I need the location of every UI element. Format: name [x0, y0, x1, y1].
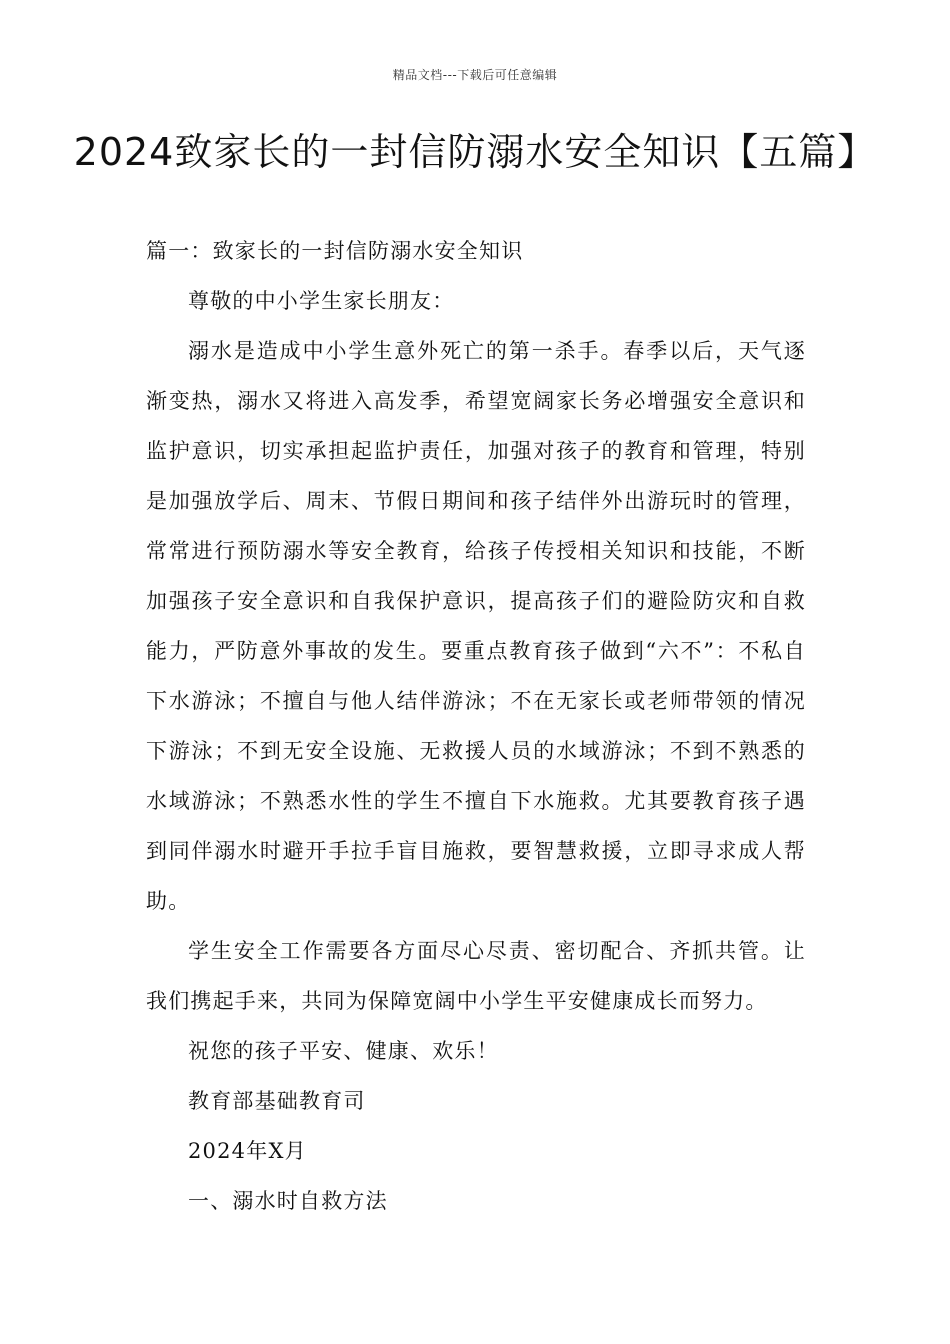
document-body — [146, 226, 806, 1226]
body-paragraph-2: 学生安全工作需要各方面尽心尽责、密切配合、齐抓共管。让我们携起手来，共同为保障宽阔中小学生平安健康成长而努力。 — [146, 939, 806, 1013]
subheading: 一、溺水时自救方法 — [188, 1189, 388, 1213]
closing-line: 祝您的孩子平安、健康、欢乐！ — [188, 1039, 499, 1063]
salutation: 尊敬的中小学生家长朋友： — [188, 289, 455, 313]
signature: 教育部基础教育司 — [188, 1089, 366, 1113]
header-note: 精品文档---下载后可任意编辑 — [392, 68, 558, 82]
page-title: 2024致家长的一封信防溺水安全知识【五篇】 — [73, 130, 877, 174]
body-paragraph-1: 溺水是造成中小学生意外死亡的第一杀手。春季以后，天气逐渐变热，溺水又将进入高发季，希望宽阔家长务必增强安全意识和监护意识，切实承担起监护责任，加强对孩子的教育和管理，特别是加强放学后、周末、节假日期间和孩子结伴外出游玩时的管理，常常进行预防溺水等安全教育，给孩子传授相关知识和技能，不断加强孩子安全意识和自我保护意识，提高孩子们的避险防灾和自救能力，严防意外事故的发生。要重点教育孩子做到“六不”：不私自下水游泳；不擅自与他人结伴游泳；不在无家长或老师带领的情况下游泳；不到无安全设施、无救援人员的水域游泳；不到不熟悉的水域游泳；不熟悉水性的学生不擅自下水施救。尤其要教育孩子遇到同伴溺水时避开手拉手盲目施救，要智慧救援，立即寻求成人帮助。 — [146, 339, 806, 913]
section-heading: 篇一：致家长的一封信防溺水安全知识 — [146, 239, 524, 263]
date-line: 2024年X月 — [188, 1139, 307, 1163]
